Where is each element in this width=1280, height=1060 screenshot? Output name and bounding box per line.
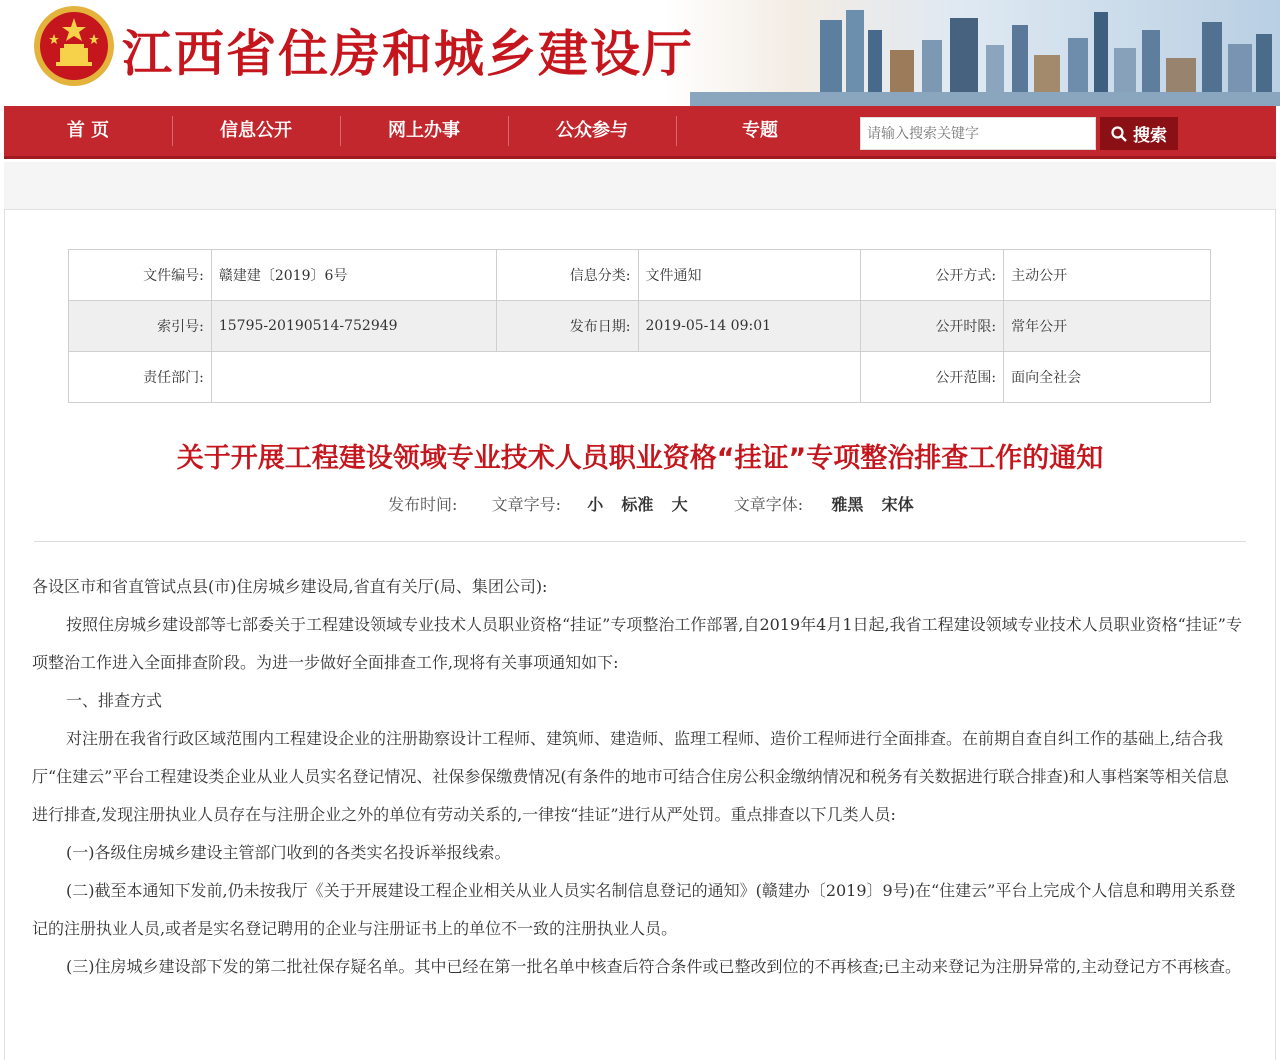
list-item: (三)住房城乡建设部下发的第二批社保存疑名单。其中已经在第一批名单中核查后符合条件或已整改到位的不再核查;已主动来登记为注册异常的,主动登记方不再核查。 (66, 957, 1241, 976)
category-label: 信息分类: (496, 250, 638, 301)
publish-date-value: 2019-05-14 09:01 (638, 301, 861, 352)
article-body (32, 568, 1244, 986)
table-row (69, 301, 1211, 352)
salutation-paragraph: 各设区市和省直管试点县(市)住房城乡建设局,省直有关厅(局、集团公司): (32, 577, 548, 596)
nav-item-online-services[interactable]: 网上办事 (388, 120, 460, 141)
city-skyline-image (690, 0, 1280, 106)
file-number-label: 文件编号: (69, 250, 212, 301)
body-paragraph: 对注册在我省行政区域范围内工程建设企业的注册勘察设计工程师、建筑师、建造师、监理工程师、造价工程师进行全面排查。在前期自查自纠工作的基础上,结合我厅“住建云”平台工程建设类企业从业人员实名登记情况、社保参保缴费情况(有条件的地市可结合住房公积金缴纳情况和税务有关数据进行联合排查)和人事档案等相关信息进行排查,发现注册执业人员存在与注册企业之外的单位有劳动关系的,一律按“挂证”进行从严处罚。重点排查以下几类人员: (32, 729, 1229, 824)
responsible-dept-value (211, 352, 860, 403)
publish-time-label: 发布时间: (388, 495, 458, 514)
content-frame-border (4, 210, 5, 1060)
font-size-standard-link[interactable]: 标准 (621, 495, 654, 514)
content-frame-border (1275, 210, 1276, 1060)
disclosure-period-label: 公开时限: (861, 301, 1004, 352)
header-banner (0, 0, 1280, 106)
article-meta (388, 492, 914, 515)
national-emblem-icon (32, 4, 116, 88)
search-button-label: 搜索 (1133, 126, 1167, 146)
disclosure-scope-value: 面向全社会 (1004, 352, 1211, 403)
title-divider (34, 541, 1246, 542)
body-paragraph: 按照住房城乡建设部等七部委关于工程建设领域专业技术人员职业资格“挂证”专项整治工作部署,自2019年4月1日起,我省工程建设领域专业技术人员职业资格“挂证”专项整治工作进入全面排查阶段。为进一步做好全面排查工作,现将有关事项通知如下: (32, 615, 1242, 672)
document-info-table (68, 249, 1211, 403)
disclosure-period-value: 常年公开 (1004, 301, 1211, 352)
disclosure-scope-label: 公开范围: (861, 352, 1004, 403)
nav-item-info-disclosure[interactable]: 信息公开 (220, 120, 292, 141)
table-row (69, 352, 1211, 403)
main-nav (4, 106, 1276, 159)
font-size-label: 文章字号: (491, 495, 561, 514)
disclosure-method-value: 主动公开 (1004, 250, 1211, 301)
font-family-label: 文章字体: (733, 495, 804, 514)
table-row (69, 250, 1211, 301)
list-item: (一)各级住房城乡建设主管部门收到的各类实名投诉举报线索。 (66, 843, 511, 862)
search-icon (1111, 126, 1127, 142)
nav-item-topics[interactable]: 专题 (742, 120, 778, 141)
font-size-large-link[interactable]: 大 (671, 495, 688, 514)
list-item: (二)截至本通知下发前,仍未按我厅《关于开展建设工程企业相关从业人员实名制信息登记的通知》(赣建办〔2019〕9号)在“住建云”平台上完成个人信息和聘用关系登记的注册执业人员,或者是实名登记聘用的企业与注册证书上的单位不一致的注册执业人员。 (32, 881, 1236, 938)
search-button[interactable] (1100, 117, 1178, 150)
font-song-link[interactable]: 宋体 (881, 495, 914, 514)
category-value: 文件通知 (638, 250, 861, 301)
font-size-small-link[interactable]: 小 (587, 495, 604, 514)
search-input[interactable] (860, 117, 1096, 150)
responsible-dept-label: 责任部门: (69, 352, 212, 403)
site-title: 江西省住房和城乡建设厅 (122, 25, 694, 83)
index-number-value: 15795-20190514-752949 (211, 301, 496, 352)
article-title: 关于开展工程建设领域专业技术人员职业资格“挂证”专项整治排查工作的通知 (176, 443, 1104, 474)
breadcrumb-bar (4, 162, 1276, 210)
nav-item-home[interactable]: 首 页 (66, 120, 110, 141)
index-number-label: 索引号: (69, 301, 212, 352)
publish-date-label: 发布日期: (496, 301, 638, 352)
font-yahei-link[interactable]: 雅黑 (831, 495, 864, 514)
file-number-value: 赣建建〔2019〕6号 (211, 250, 496, 301)
section-heading: 一、排查方式 (66, 691, 163, 710)
nav-item-public-participation[interactable]: 公众参与 (556, 120, 628, 141)
disclosure-method-label: 公开方式: (861, 250, 1004, 301)
